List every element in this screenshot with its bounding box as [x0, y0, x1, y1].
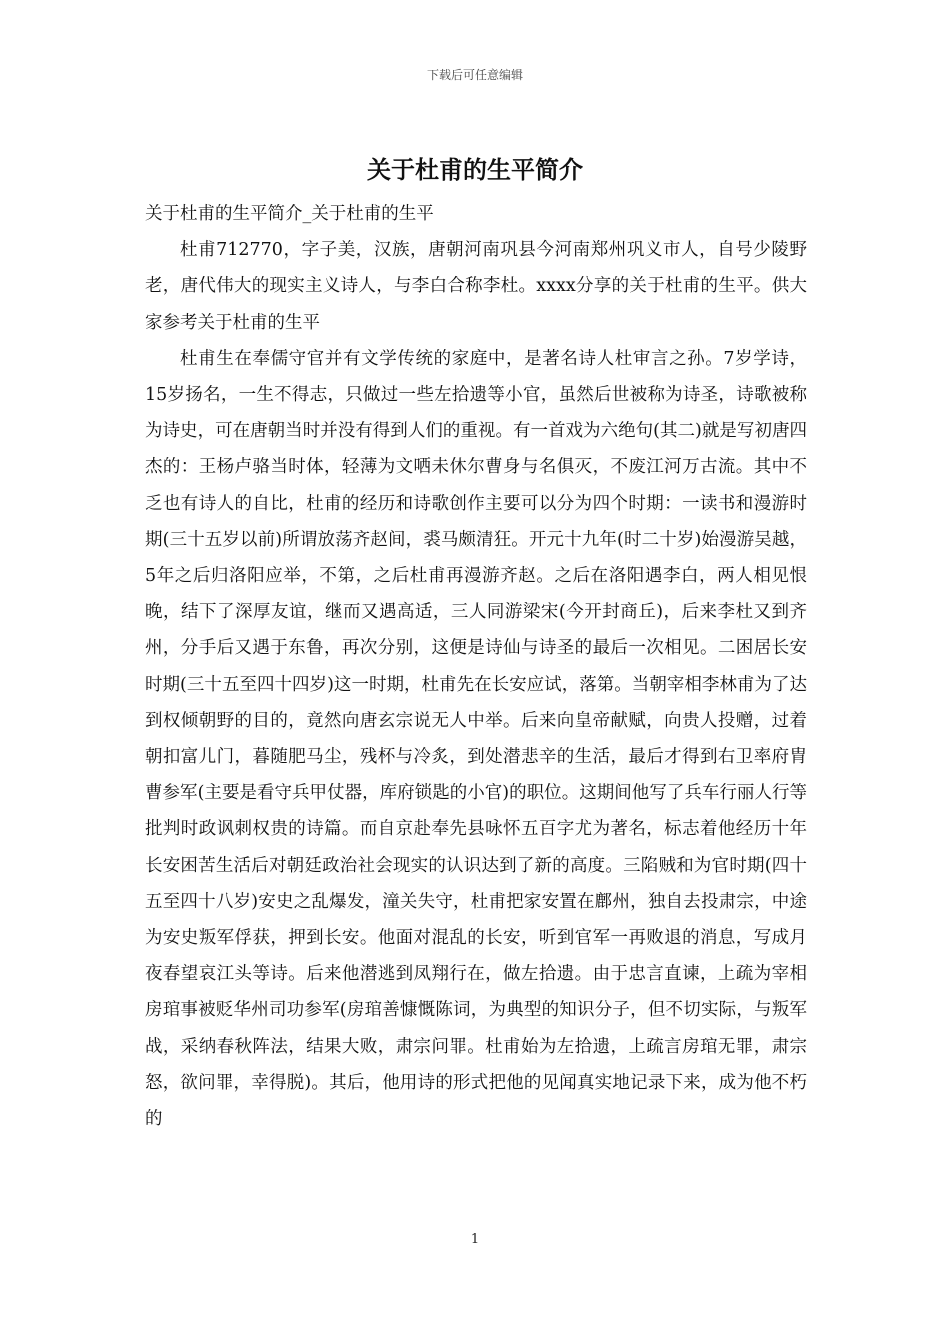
document-title: 关于杜甫的生平简介 [367, 155, 583, 184]
paragraph-intro: 杜甫712770，字子美，汉族，唐朝河南巩县今河南郑州巩义市人，自号少陵野老，唐代伟大的现实主义诗人，与李白合称李杜。xxxx分享的关于杜甫的生平。供大家参考关于杜甫的生平 [145, 240, 807, 333]
document-body [145, 196, 807, 1137]
paragraph-biography: 杜甫生在奉儒守官并有文学传统的家庭中，是著名诗人杜审言之孙。7岁学诗，15岁扬名，一生不得志，只做过一些左拾遗等小官，虽然后世被称为诗圣，诗歌被称为诗史，可在唐朝当时并没有得到人们的重视。有一首戏为六绝句(其二)就是写初唐四杰的：王杨卢骆当时体，轻薄为文哂未休尔曹身与名俱灭，不废江河万古流。其中不乏也有诗人的自比，杜甫的经历和诗歌创作主要可以分为四个时期：一读书和漫游时期(三十五岁以前)所谓放荡齐赵间，裘马颇清狂。开元十九年(时二十岁)始漫游吴越，5年之后归洛阳应举，不第，之后杜甫再漫游齐赵。之后在洛阳遇李白，两人相见恨晚，结下了深厚友谊，继而又遇高适，三人同游梁宋(今开封商丘)，后来李杜又到齐州，分手后又遇于东鲁，再次分别，这便是诗仙与诗圣的最后一次相见。二困居长安时期(三十五至四十四岁)这一时期，杜甫先在长安应试，落第。当朝宰相李林甫为了达到权倾朝野的目的，竟然向唐玄宗说无人中举。后来向皇帝献赋，向贵人投赠，过着朝扣富儿门，暮随肥马尘，残杯与冷炙，到处潜悲辛的生活，最后才得到右卫率府胄曹参军(主要是看守兵甲仗器，库府锁匙的小官)的职位。这期间他写了兵车行丽人行等批判时政讽刺权贵的诗篇。而自京赴奉先县咏怀五百字尤为著名，标志着他经历十年长安困苦生活后对朝廷政治社会现实的认识达到了新的高度。三陷贼和为官时期(四十五至四十八岁)安史之乱爆发，潼关失守，杜甫把家安置在鄜州，独自去投肃宗，中途为安史叛军俘获，押到长安。他面对混乱的长安，听到官军一再败退的消息，写成月夜春望哀江头等诗。后来他潜逃到凤翔行在，做左拾遗。由于忠言直谏，上疏为宰相房琯事被贬华州司功参军(房琯善慷慨陈词，为典型的知识分子，但不切实际，与叛军战，采纳春秋阵法，结果大败，肃宗问罪。杜甫始为左拾遗，上疏言房琯无罪，肃宗怒，欲问罪，幸得脱)。其后，他用诗的形式把他的见闻真实地记录下来，成为他不朽的 [145, 348, 807, 1130]
page-number: 1 [470, 1232, 480, 1247]
document-subtitle: 关于杜甫的生平简介_关于杜甫的生平 [145, 204, 434, 224]
header-note: 下载后可任意编辑 [426, 68, 523, 82]
